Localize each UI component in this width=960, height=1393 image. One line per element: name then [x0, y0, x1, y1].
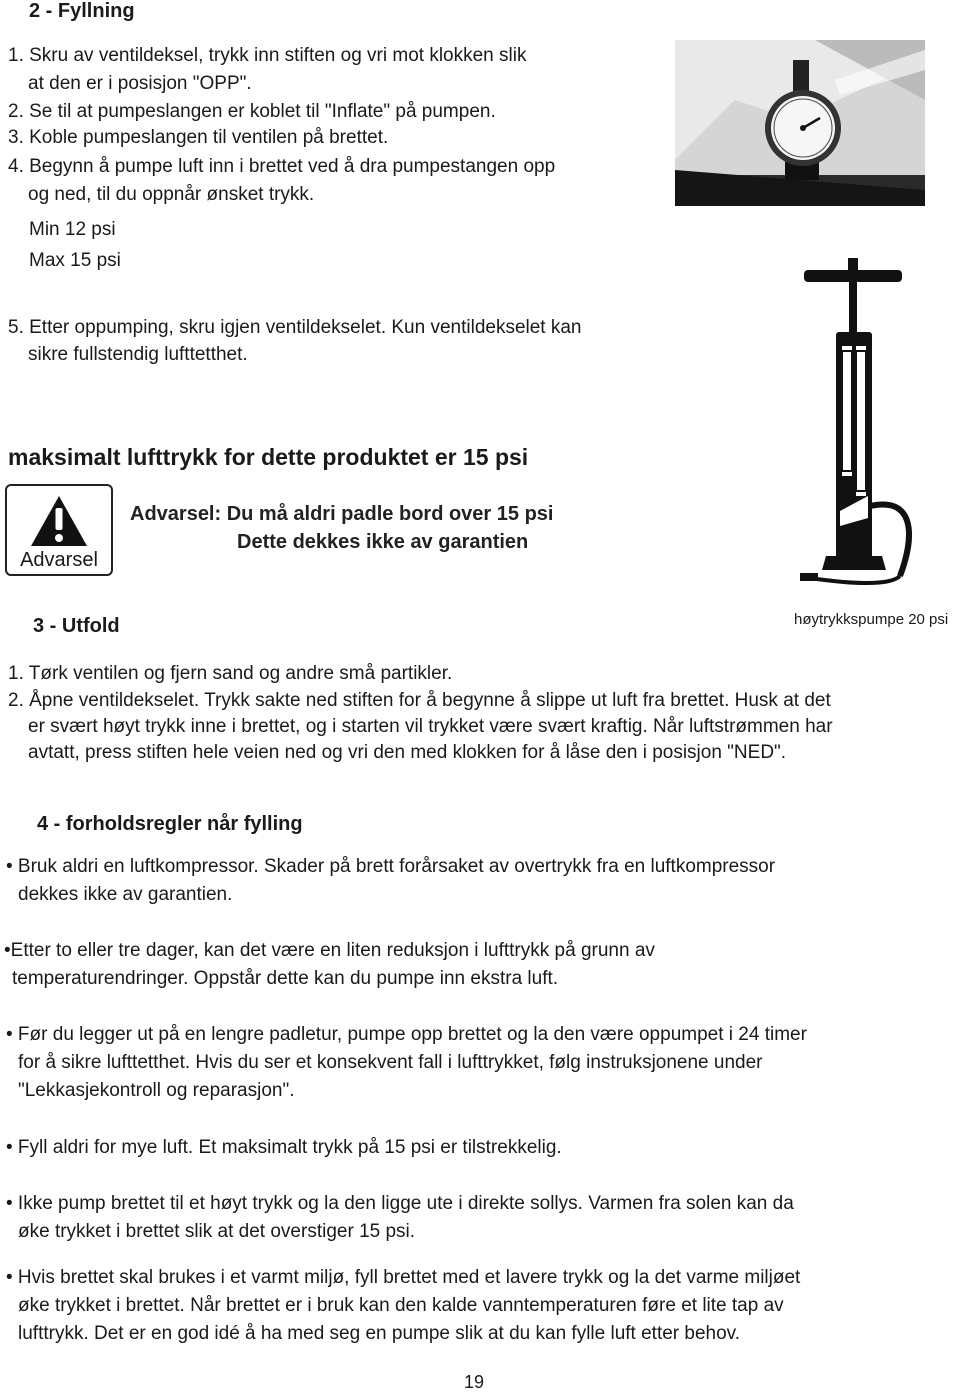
section-3-step-1: 1. Tørk ventilen og fjern sand og andre små partikler. [8, 663, 453, 684]
step-2: 2. Se til at pumpeslangen er koblet til "Inflate" på pumpen. [8, 101, 496, 122]
pump-caption: høytrykkspumpe 20 psi [794, 611, 949, 628]
step-1-line-2: at den er i posisjon "OPP". [28, 73, 252, 94]
bullet-6-line-2: øke trykket i brettet. Når brettet er i bruk kan den kalde vanntemperaturen føre et lite tap av [18, 1295, 784, 1316]
warning-line-1: Advarsel: Du må aldri padle bord over 15 psi [130, 503, 554, 525]
section-3-step-2-line-3: avtatt, press stiften hele veien ned og vri den med klokken for å låse den i posisjon "NED". [28, 742, 787, 763]
bullet-6-line-1: • Hvis brettet skal brukes i et varmt miljø, fyll brettet med et lavere trykk og la det varme miljøet [6, 1267, 801, 1288]
step-1-line-1: 1. Skru av ventildeksel, trykk inn stiften og vri mot klokken slik [8, 45, 527, 66]
step-5-line-2: sikre fullstendig lufttetthet. [28, 344, 248, 365]
page-number: 19 [464, 1372, 485, 1392]
section-3-step-2-line-2: er svært høyt trykk inne i brettet, og i starten vil trykket være svært kraftig. Når luftstrømmen har [28, 716, 833, 737]
bullet-1-line-1: • Bruk aldri en luftkompressor. Skader på brett forårsaket av overtrykk fra en luftkompressor [6, 856, 776, 877]
section-3-heading: 3 - Utfold [33, 615, 120, 637]
bullet-6-line-3: lufttrykk. Det er en god idé å ha med seg en pumpe slik at du kan fylle luft etter behov. [18, 1323, 741, 1344]
pressure-gauge-photo [675, 40, 925, 206]
hand-pump-image [790, 256, 940, 596]
min-pressure: Min 12 psi [29, 219, 116, 240]
bullet-5-line-2: øke trykket i brettet slik at det overstiger 15 psi. [18, 1221, 416, 1242]
section-4-heading: 4 - forholdsregler når fylling [37, 813, 303, 835]
bullet-4: • Fyll aldri for mye luft. Et maksimalt trykk på 15 psi er tilstrekkelig. [6, 1137, 562, 1158]
warning-badge [5, 484, 113, 576]
warning-triangle-icon [29, 494, 89, 548]
warning-badge-label: Advarsel [20, 549, 98, 571]
section-2-heading: 2 - Fyllning [29, 0, 135, 22]
step-4-line-1: 4. Begynn å pumpe luft inn i brettet ved å dra pumpestangen opp [8, 156, 556, 177]
section-3-step-2-line-1: 2. Åpne ventildekselet. Trykk sakte ned stiften for å begynne å slippe ut luft fra brettet. Husk at det [8, 690, 831, 711]
bullet-2-line-1: •Etter to eller tre dager, kan det være en liten reduksjon i lufttrykk på grunn av [4, 940, 655, 961]
max-pressure-heading: maksimalt lufttrykk for dette produktet er 15 psi [8, 444, 529, 470]
bullet-1-line-2: dekkes ikke av garantien. [18, 884, 233, 905]
step-3: 3. Koble pumpeslangen til ventilen på brettet. [8, 127, 389, 148]
max-pressure: Max 15 psi [29, 250, 121, 271]
bullet-5-line-1: • Ikke pump brettet til et høyt trykk og la den ligge ute i direkte sollys. Varmen fra solen kan da [6, 1193, 794, 1214]
bullet-3-line-3: "Lekkasjekontroll og reparasjon". [18, 1080, 295, 1101]
step-4-line-2: og ned, til du oppnår ønsket trykk. [28, 184, 315, 205]
bullet-2-line-2: temperaturendringer. Oppstår dette kan du pumpe inn ekstra luft. [12, 968, 559, 989]
step-5-line-1: 5. Etter oppumping, skru igjen ventildekselet. Kun ventildekselet kan [8, 317, 582, 338]
bullet-3-line-1: • Før du legger ut på en lengre padletur, pumpe opp brettet og la den være oppumpet i 24 timer [6, 1024, 807, 1045]
warning-line-2: Dette dekkes ikke av garantien [237, 531, 529, 553]
bullet-3-line-2: for å sikre lufttetthet. Hvis du ser et konsekvent fall i lufttrykket, følg instruksjonene under [18, 1052, 763, 1073]
